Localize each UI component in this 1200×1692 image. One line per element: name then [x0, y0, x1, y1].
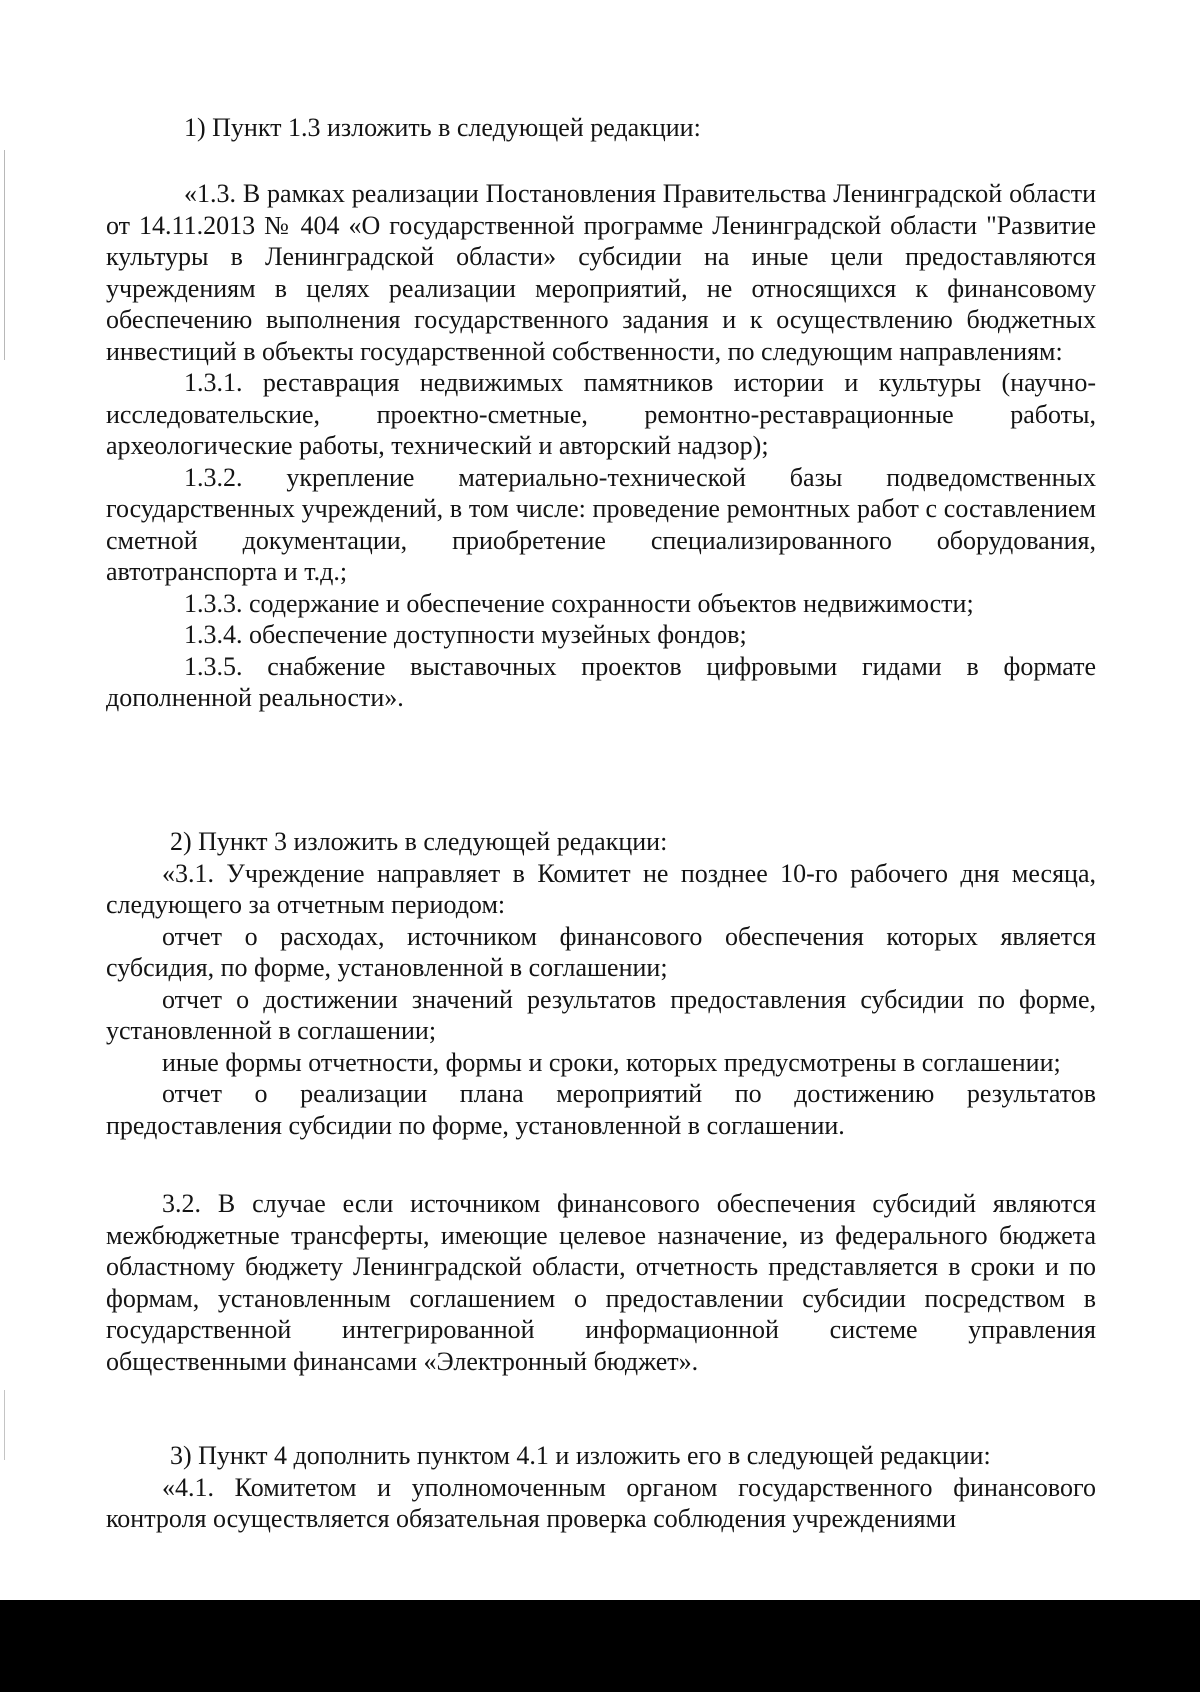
paragraph: 1.3.5. снабжение выставочных проектов цифровыми гидами в формате дополненной реальности». — [106, 651, 1096, 712]
scan-black-bar — [0, 1600, 1200, 1692]
paragraph: 1.3.4. обеспечение доступности музейных фондов; — [184, 620, 747, 649]
paragraph: «3.1. Учреждение направляет в Комитет не позднее 10-го рабочего дня месяца, следующего за отчетным периодом: — [106, 858, 1096, 919]
paragraph-3-2 — [106, 1188, 1096, 1377]
item-1-heading-block — [106, 112, 1096, 144]
item-heading: 1) Пункт 1.3 изложить в следующей редакции: — [184, 113, 701, 142]
paragraph: отчет о достижении значений результатов предоставления субсидии по форме, установленной в соглашении; — [106, 984, 1096, 1045]
item-heading: 3) Пункт 4 дополнить пунктом 4.1 и изложить его в следующей редакции: — [170, 1441, 991, 1470]
paragraph: отчет о реализации плана мероприятий по достижению результатов предоставления субсидии по форме, установленной в соглашении. — [106, 1079, 1096, 1140]
paragraph: 1.3.1. реставрация недвижимых памятников истории и культуры (научно-исследовательские, проектно-сметные, ремонтно-реставрационные работы, археологические работы, технический и авторский надзор); — [106, 368, 1096, 460]
paragraph: «1.3. В рамках реализации Постановления Правительства Ленинградской области от 14.11.2013 № 404 «О государственной программе Ленинградской области "Развитие культуры в Ленинградской области» субсидии на иные цели предоставляются учреждениям в целях реализации мероприятий, не относящихся к финансовому обеспечению выполнения государственного задания и к осуществлению бюджетных инвестиций в объекты государственной собственности, по следующим направлениям: — [106, 179, 1096, 366]
scan-edge-line — [4, 1390, 5, 1460]
scan-edge-line — [4, 150, 5, 360]
paragraph: отчет о расходах, источником финансового обеспечения которых является субсидия, по форме, установленной в соглашении; — [106, 921, 1096, 982]
paragraph: 3.2. В случае если источником финансового обеспечения субсидий являются межбюджетные трансферты, имеющие целевое назначение, из федерального бюджета областному бюджету Ленинградской области, отчетность представляется в сроки и по формам, установленным соглашением о предоставлении субсидии посредством в государственной интегрированной информационной системе управления общественными финансами «Электронный бюджет». — [106, 1189, 1096, 1376]
paragraph: 1.3.2. укрепление материально-технической базы подведомственных государственных учреждений, в том числе: проведение ремонтных работ с составлением сметной документации, приобретение специализированного оборудования, автотранспорта и т.д.; — [106, 462, 1096, 586]
item-heading: 2) Пункт 3 изложить в следующей редакции: — [170, 827, 668, 856]
paragraph: иные формы отчетности, формы и сроки, которых предусмотрены в соглашении; — [162, 1047, 1061, 1077]
paragraph: 1.3.3. содержание и обеспечение сохранности объектов недвижимости; — [184, 588, 974, 618]
item-1-body — [106, 178, 1096, 714]
item-2-body — [106, 826, 1096, 1141]
item-3-body — [106, 1440, 1096, 1535]
paragraph: «4.1. Комитетом и уполномоченным органом государственного финансового контроля осуществляется обязательная проверка соблюдения учреждениями — [106, 1472, 1096, 1533]
